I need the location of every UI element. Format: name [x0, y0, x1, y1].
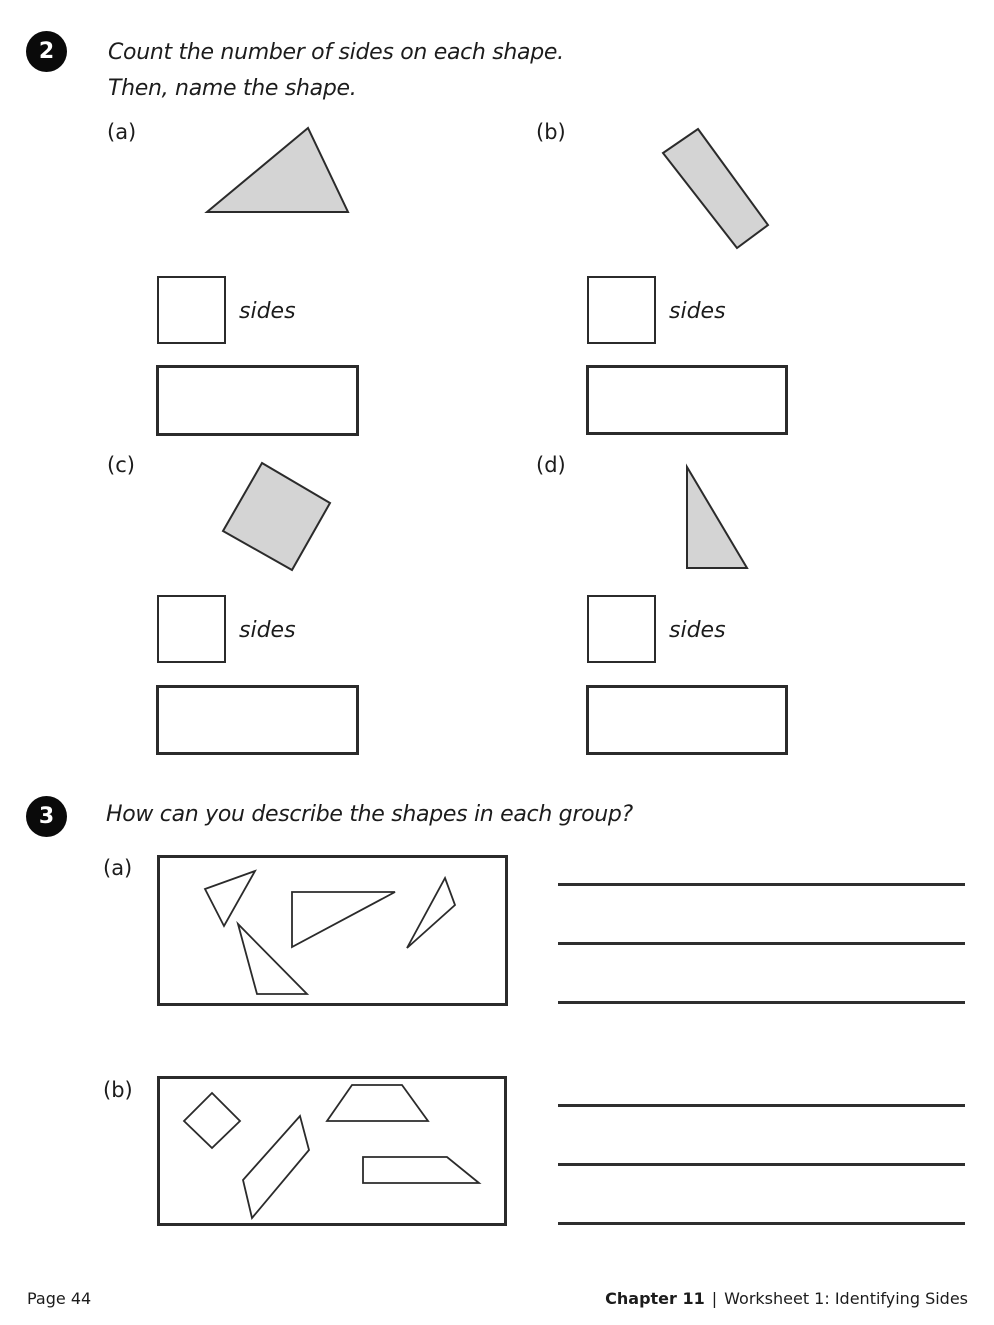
question-3-badge [26, 796, 67, 837]
q2-part-a-label: (a) [107, 120, 137, 144]
q3b-answer-line-3[interactable] [558, 1222, 965, 1225]
q2a-sides-label: sides [239, 299, 296, 324]
q2b-sides-answer-box[interactable] [587, 276, 656, 344]
q2-part-b-label: (b) [536, 120, 566, 144]
group-box-border [159, 857, 507, 1005]
q3a-answer-line-1[interactable] [558, 883, 965, 886]
q2d-right-triangle-shape [680, 460, 756, 576]
q2c-sides-label: sides [239, 618, 296, 643]
question-3-number: 3 [38, 804, 55, 829]
question-2-number: 2 [38, 39, 55, 64]
q2d-sides-answer-box[interactable] [587, 595, 656, 663]
q2c-rotated-square-shape [215, 455, 339, 579]
q3a-answer-line-3[interactable] [558, 1001, 965, 1004]
q2b-sides-label: sides [669, 299, 726, 324]
rectangle-outline [663, 129, 768, 248]
q2d-name-answer-box[interactable] [586, 685, 788, 755]
q3a-triangle-group-figure [157, 855, 508, 1006]
q2a-sides-answer-box[interactable] [157, 276, 226, 344]
footer-page-number: Page 44 [27, 1289, 92, 1308]
triangle-outline [207, 128, 348, 212]
footer-separator: | [711, 1289, 718, 1308]
q2-instruction-line1: Count the number of sides on each shape. [108, 40, 564, 65]
right-triangle-outline [687, 467, 747, 568]
q3b-quadrilateral-group-figure [157, 1076, 507, 1226]
q3-part-b-label: (b) [103, 1078, 133, 1102]
footer-chapter: Chapter 11 [605, 1289, 705, 1308]
q2b-name-answer-box[interactable] [586, 365, 788, 435]
q2-part-c-label: (c) [107, 453, 135, 477]
footer-chapter-info [605, 1289, 968, 1308]
q3-prompt: How can you describe the shapes in each group? [106, 802, 633, 827]
q3a-answer-line-2[interactable] [558, 942, 965, 945]
q2c-sides-answer-box[interactable] [157, 595, 226, 663]
square-outline [223, 463, 330, 570]
q3-part-a-label: (a) [103, 856, 133, 880]
q2a-name-answer-box[interactable] [156, 365, 359, 436]
q3b-answer-line-1[interactable] [558, 1104, 965, 1107]
q2d-sides-label: sides [669, 618, 726, 643]
group-box-border [159, 1078, 506, 1225]
q2-part-d-label: (d) [536, 453, 566, 477]
q2-instruction-line2: Then, name the shape. [108, 76, 357, 101]
question-2-badge [26, 31, 67, 72]
q2c-name-answer-box[interactable] [156, 685, 359, 755]
q3b-answer-line-2[interactable] [558, 1163, 965, 1166]
footer-worksheet-title: Worksheet 1: Identifying Sides [724, 1289, 968, 1308]
q2b-rotated-rectangle-shape [655, 120, 776, 257]
q2a-triangle-shape [200, 122, 356, 219]
